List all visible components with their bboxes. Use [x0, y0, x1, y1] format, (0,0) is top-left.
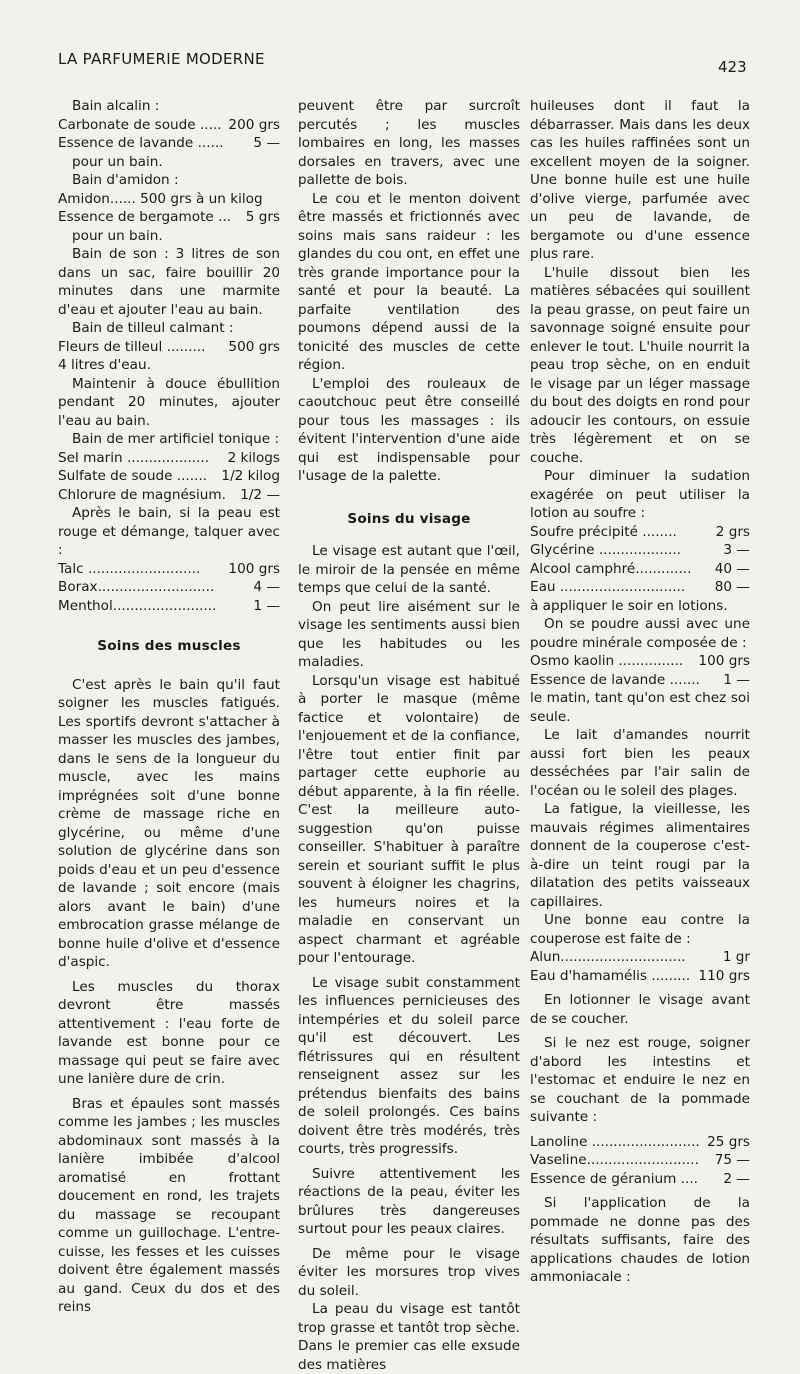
section-heading: Soins du visage	[347, 510, 471, 527]
paragraph: La fatigue, la vieillesse, les mauvais régimes alimentaires donnent de la couperose c'est-à-dire un teint rougi par la dilatation des petits vaisseaux capillaires.	[530, 801, 750, 910]
recipe-row: Essence de bergamote ... 5 grs	[58, 209, 280, 225]
paragraph: La peau du visage est tantôt trop grasse et tantôt trop sèche. Dans le premier cas elle exsude des matières	[298, 1301, 520, 1373]
recipe-note: pour un bain.	[72, 227, 163, 244]
paragraph: Pour diminuer la sudation exagérée on peut utiliser la lotion au soufre :	[530, 468, 750, 521]
column-left	[58, 97, 280, 1317]
recipe-row: Essence de lavande ....... 1 —	[530, 671, 750, 688]
recipe-row: Eau ............................. 80 —	[530, 579, 750, 595]
paragraph: huileuses dont il faut la débarrasser. Mais dans les deux cas les huiles raffinées sont un excellent moyen de la soigner. Une bonne huile est une huile d'olive vierge, parfumée avec un peu de lavande, de bergamote ou d'une essence plus rare.	[530, 98, 750, 262]
recipe-row: Borax........................... 4 —	[58, 579, 280, 595]
paragraph: L'emploi des rouleaux de caoutchouc peut être conseillé pour tous les massages : ils évitent l'intervention d'une aide qui est indispensable pour l'usage de la palette.	[298, 375, 520, 484]
paragraph: Les muscles du thorax devront être massés attentivement : l'eau forte de lavande est bonne pour ce massage qui peut se faire avec une lanière dure de crin.	[58, 978, 280, 1087]
paragraph: L'huile dissout bien les matières sébacées qui souillent la peau grasse, on peut faire un savonnage soigné ensuite pour enlever le tout. L'huile nourrit la peau trop sèche, on en enduit le visage par un léger massage du bout des doigts en rond pour adoucir les contours, on essuie très légèrement et on se couche.	[530, 264, 750, 466]
recipe-title: Bain de tilleul calmant :	[72, 320, 234, 336]
recipe-row: Alun............................. 1 gr	[530, 949, 750, 965]
paragraph: En lotionner le visage avant de se coucher.	[530, 992, 750, 1027]
recipe-row: Alcool camphré............. 40 —	[530, 560, 750, 577]
paragraph: Après le bain, si la peau est rouge et démange, talquer avec :	[58, 505, 280, 558]
recipe-row: Eau d'hamamélis ......... 110 grs	[530, 967, 750, 984]
paragraph: Si l'application de la pommade ne donne pas des résultats suffisants, faire des applications chaudes de lotion ammoniacale :	[530, 1195, 750, 1285]
paragraph: Si le nez est rouge, soigner d'abord les intestins et l'estomac et enduire le nez en se couchant de la pommade suivante :	[530, 1035, 750, 1125]
recipe-note: pour un bain.	[72, 153, 163, 170]
column-right	[530, 97, 750, 1287]
recipe-row: Sel marin ................... 2 kilogs	[58, 449, 280, 466]
recipe-row: Essence de géranium .... 2 —	[530, 1170, 750, 1187]
paragraph: Le visage subit constamment les influences pernicieuses des intempéries et du soleil parce qu'il est découvert. Les flétrissures qui en résultent renseignent assez sur les prétendus bienfaits des bains de soleil prolongés. Ces bains doivent être très modérés, très courts, très progressifs.	[298, 974, 520, 1157]
paragraph: C'est après le bain qu'il faut soigner les muscles fatigués. Les sportifs devront s'attacher à masser les muscles des jambes, dans le sens de la longueur du muscle, avec les mains imprégnées soit d'une bonne crème de massage riche en glycérine, ou même d'une solution de glycérine dans son poids d'eau et un peu d'essence de lavande ; soit encore (mais alors avant le bain) d'une embrocation grasse mélange de bonne huile d'olive et d'essence d'aspic.	[58, 676, 280, 970]
page-number: 423	[718, 58, 747, 76]
recipe-note: le matin, tant qu'on est chez soi seule.	[530, 690, 750, 725]
paragraph: Bain de son : 3 litres de son dans un sac, faire bouillir 20 minutes dans une marmite d'eau et ajouter l'eau au bain.	[58, 246, 280, 318]
recipe-title: Bain d'amidon :	[72, 172, 179, 188]
paragraph: peuvent être par surcroît percutés ; les muscles lombaires en long, les masses dorsales en travers, avec une pallette de bois.	[298, 98, 520, 188]
recipe-row: Talc .......................... 100 grs	[58, 560, 280, 577]
recipe-row: Vaseline.......................... 75 —	[530, 1152, 750, 1168]
recipe-row: Lanoline ......................... 25 grs	[530, 1133, 750, 1150]
recipe-row: Fleurs de tilleul ......... 500 grs	[58, 338, 280, 355]
recipe-row: Essence de lavande ...... 5 —	[58, 135, 280, 151]
paragraph: Suivre attentivement les réactions de la peau, éviter les brûlures très dangereuses surtout pour les peaux claires.	[298, 1165, 520, 1237]
paragraph: On peut lire aisément sur le visage les sentiments aussi bien que les habitudes ou les maladies.	[298, 598, 520, 670]
paragraph: De même pour le visage éviter les morsures trop vives du soleil.	[298, 1245, 520, 1299]
section-heading: Soins des muscles	[97, 638, 241, 654]
paragraph: Une bonne eau contre la couperose est faite de :	[530, 912, 750, 947]
recipe-note: à appliquer le soir en lotions.	[530, 597, 728, 614]
recipe-row: Osmo kaolin ............... 100 grs	[530, 653, 750, 669]
recipe-note: 4 litres d'eau.	[58, 357, 151, 373]
recipe-row: Carbonate de soude ..... 200 grs	[58, 116, 280, 133]
paragraph: Bras et épaules sont massés comme les jambes ; les muscles abdominaux sont massés à la lanière imbibée d'alcool aromatisé en frottant doucement en rond, les trajets du massage se recoupant comme un guillochage. L'entre-cuisse, les fesses et les cuisses doivent être également massés au gand. Ceux du dos et des reins	[58, 1095, 280, 1315]
recipe-row: Amidon...... 500 grs à un kilog	[58, 190, 263, 207]
paragraph: Le lait d'amandes nourrit aussi fort bien les peaux desséchées par l'air salin de l'océan ou le soleil des plages.	[530, 727, 750, 799]
recipe-title: Bain alcalin :	[72, 98, 160, 114]
recipe-row: Chlorure de magnésium. 1/2 —	[58, 486, 280, 503]
paragraph: Maintenir à douce ébullition pendant 20 minutes, ajouter l'eau au bain.	[58, 375, 280, 429]
recipe-row: Menthol........................ 1 —	[58, 597, 280, 614]
paragraph: On se poudre aussi avec une poudre minérale composée de :	[530, 616, 750, 651]
recipe-title: Bain de mer artificiel tonique :	[72, 431, 280, 447]
recipe-row: Soufre précipité ........ 2 grs	[530, 523, 750, 540]
paragraph: Le visage est autant que l'œil, le miroir de la pensée en même temps que celui de la santé.	[298, 543, 520, 596]
recipe-row: Sulfate de soude ....... 1/2 kilog	[58, 468, 280, 484]
recipe-row: Glycérine ................... 3 —	[530, 542, 750, 558]
paragraph: Le cou et le menton doivent être massés et frictionnés avec soins mais sans raideur : les glandes du cou ont, en effet une très grande importance pour la santé et pour la beauté. La parfaite ventilation des poumons dépend aussi de la tonicité des muscles de cette région.	[298, 190, 520, 373]
running-header: LA PARFUMERIE MODERNE	[58, 50, 265, 68]
column-middle	[298, 97, 520, 1374]
paragraph: Lorsqu'un visage est habitué à porter le masque (même factice et volontaire) de l'enjouement et de la confiance, l'être tout entier finit par partager cette euphorie au début apparente, à la fin réelle. C'est la meilleure auto-suggestion qu'on puisse conseiller. S'habituer à paraître serein et souriant suffit le plus souvent à éloigner les chagrins, les humeurs noires et la maladie en conservant un aspect charmant et agréable pour l'entourage.	[298, 672, 520, 966]
